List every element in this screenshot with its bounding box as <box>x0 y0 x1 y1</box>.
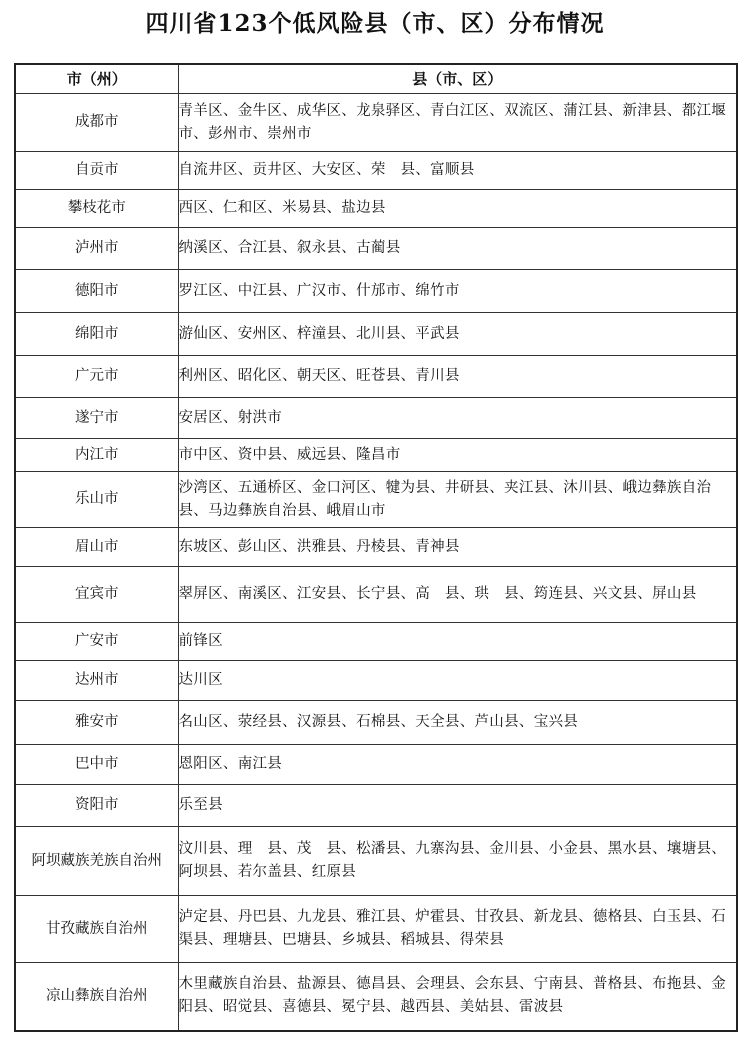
table-row <box>15 228 737 270</box>
counties-cell: 名山区、荥经县、汉源县、石棉县、天全县、芦山县、宝兴县 <box>178 701 737 745</box>
city-cell: 巴中市 <box>15 745 178 785</box>
table-row <box>15 152 737 190</box>
table-row <box>15 623 737 661</box>
counties-cell: 市中区、资中县、威远县、隆昌市 <box>178 439 737 472</box>
table-row <box>15 661 737 701</box>
table-row <box>15 528 737 567</box>
city-cell: 达州市 <box>15 661 178 701</box>
counties-cell: 恩阳区、南江县 <box>178 745 737 785</box>
table-row <box>15 827 737 896</box>
table-row <box>15 356 737 398</box>
table-row <box>15 472 737 528</box>
city-cell: 泸州市 <box>15 228 178 270</box>
city-cell: 遂宁市 <box>15 398 178 439</box>
counties-cell: 汶川县、理 县、茂 县、松潘县、九寨沟县、金川县、小金县、黑水县、壤塘县、阿坝县、若尔盖县、红原县 <box>178 827 737 896</box>
city-cell: 绵阳市 <box>15 313 178 356</box>
counties-cell: 罗江区、中江县、广汉市、什邡市、绵竹市 <box>178 270 737 313</box>
counties-cell: 利州区、昭化区、朝天区、旺苍县、青川县 <box>178 356 737 398</box>
counties-cell: 自流井区、贡井区、大安区、荣 县、富顺县 <box>178 152 737 190</box>
city-cell: 甘孜藏族自治州 <box>15 896 178 963</box>
table-header-row <box>15 64 737 94</box>
table-row <box>15 567 737 623</box>
counties-cell: 纳溪区、合江县、叙永县、古蔺县 <box>178 228 737 270</box>
city-cell: 成都市 <box>15 94 178 152</box>
county-table <box>14 63 738 1032</box>
table-row <box>15 398 737 439</box>
city-cell: 攀枝花市 <box>15 190 178 228</box>
city-cell: 眉山市 <box>15 528 178 567</box>
counties-cell: 前锋区 <box>178 623 737 661</box>
table-row <box>15 190 737 228</box>
counties-cell: 东坡区、彭山区、洪雅县、丹棱县、青神县 <box>178 528 737 567</box>
city-cell: 广安市 <box>15 623 178 661</box>
city-cell: 广元市 <box>15 356 178 398</box>
table-row <box>15 701 737 745</box>
table-row <box>15 439 737 472</box>
counties-cell: 游仙区、安州区、梓潼县、北川县、平武县 <box>178 313 737 356</box>
counties-cell: 沙湾区、五通桥区、金口河区、犍为县、井研县、夹江县、沐川县、峨边彝族自治县、马边彝族自治县、峨眉山市 <box>178 472 737 528</box>
table-row <box>15 94 737 152</box>
counties-cell: 青羊区、金牛区、成华区、龙泉驿区、青白江区、双流区、蒲江县、新津县、都江堰市、彭州市、崇州市 <box>178 94 737 152</box>
city-cell: 乐山市 <box>15 472 178 528</box>
city-cell: 宜宾市 <box>15 567 178 623</box>
city-cell: 自贡市 <box>15 152 178 190</box>
city-cell: 雅安市 <box>15 701 178 745</box>
counties-cell: 西区、仁和区、米易县、盐边县 <box>178 190 737 228</box>
table-row <box>15 785 737 827</box>
counties-cell: 泸定县、丹巴县、九龙县、雅江县、炉霍县、甘孜县、新龙县、德格县、白玉县、石渠县、理塘县、巴塘县、乡城县、稻城县、得荣县 <box>178 896 737 963</box>
city-cell: 阿坝藏族羌族自治州 <box>15 827 178 896</box>
city-cell: 内江市 <box>15 439 178 472</box>
column-header-counties: 县（市、区） <box>178 64 737 94</box>
table-row <box>15 745 737 785</box>
table-row <box>15 963 737 1031</box>
city-cell: 资阳市 <box>15 785 178 827</box>
page-title: 四川省123个低风险县（市、区）分布情况 <box>145 10 605 37</box>
city-cell: 凉山彝族自治州 <box>15 963 178 1031</box>
table-row <box>15 313 737 356</box>
counties-cell: 翠屏区、南溪区、江安县、长宁县、高 县、珙 县、筠连县、兴文县、屏山县 <box>178 567 737 623</box>
table-row <box>15 896 737 963</box>
counties-cell: 乐至县 <box>178 785 737 827</box>
city-cell: 德阳市 <box>15 270 178 313</box>
counties-cell: 安居区、射洪市 <box>178 398 737 439</box>
table-row <box>15 270 737 313</box>
counties-cell: 木里藏族自治县、盐源县、德昌县、会理县、会东县、宁南县、普格县、布拖县、金阳县、昭觉县、喜德县、冕宁县、越西县、美姑县、雷波县 <box>178 963 737 1031</box>
counties-cell: 达川区 <box>178 661 737 701</box>
column-header-city: 市（州） <box>15 64 178 94</box>
